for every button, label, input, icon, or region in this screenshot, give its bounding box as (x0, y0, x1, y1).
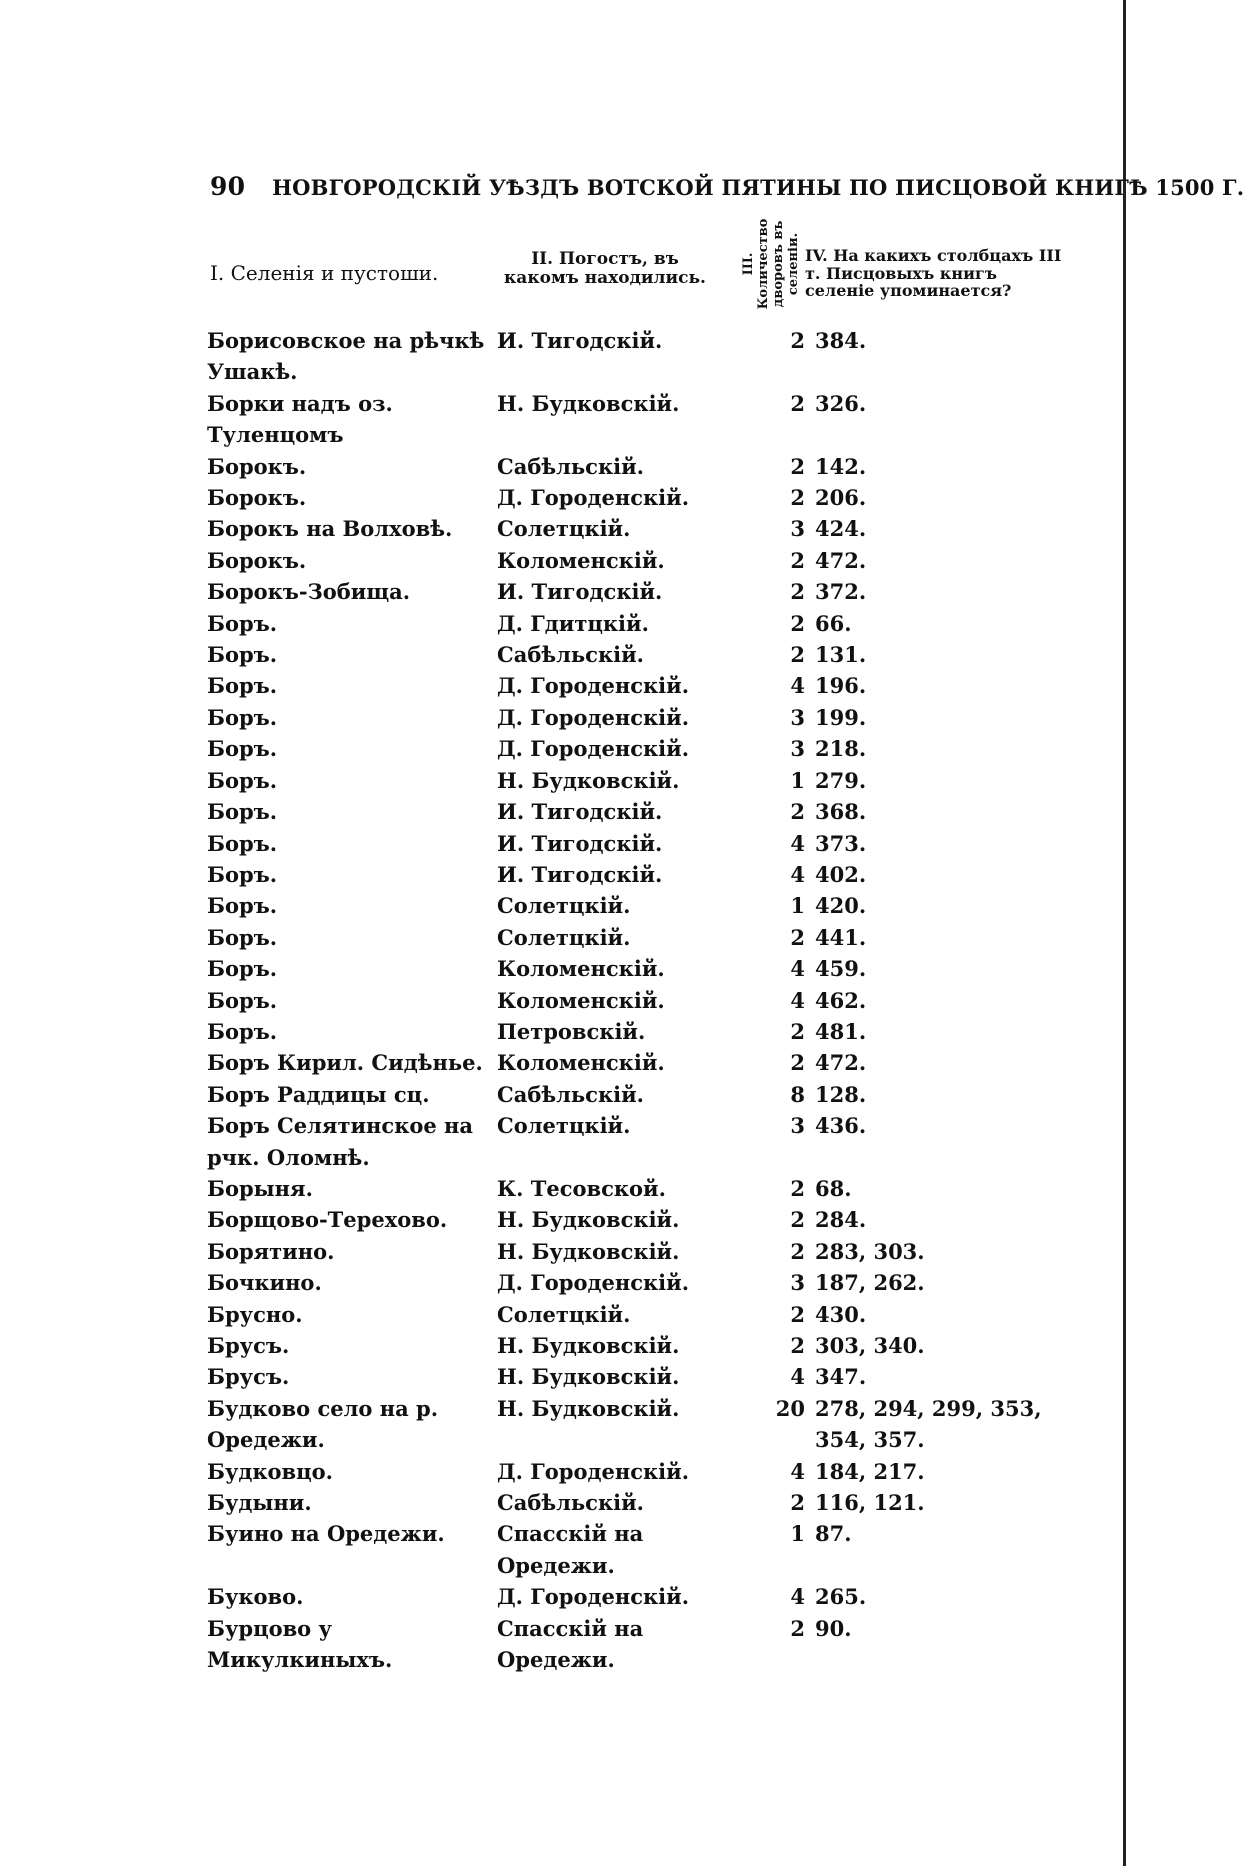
settlement-name: Борокъ-Зобища. (207, 579, 411, 605)
settlement-name: Боръ Раддицы сц. (207, 1081, 430, 1107)
pogost-name: И. Тигодскій. (497, 328, 663, 353)
column-references: 420. (815, 893, 867, 919)
pogost-name: Спасскій на Оредежи. (497, 1521, 644, 1578)
pogost-name: Солетцкій. (497, 1301, 631, 1327)
pogost-name: Д. Городенскій. (497, 1584, 690, 1610)
column-header-columns-referenced: IV. На какихъ столбцахъ III т. Писцовыхъ книгъ селеніе упоминается? (805, 246, 1062, 301)
household-count: 2 (790, 924, 805, 950)
table-row (207, 1110, 1087, 1173)
pogost-name: Д. Городенскій. (497, 1270, 690, 1296)
household-count: 4 (790, 1458, 805, 1484)
household-count: 4 (790, 861, 805, 887)
pogost-name: Коломенскій. (497, 956, 665, 982)
household-count: 2 (790, 1333, 805, 1358)
pogost-name: Коломенскій. (497, 1050, 665, 1076)
pogost-name: И. Тигодскій. (497, 799, 663, 825)
table-row (207, 545, 1087, 576)
settlement-name: Боръ. (207, 830, 278, 856)
column-references: 87. (815, 1521, 852, 1547)
table-row (207, 1456, 1087, 1487)
pogost-name: Сабѣльскій. (497, 453, 644, 479)
table-row (207, 1204, 1087, 1235)
table-row (207, 733, 1087, 764)
settlement-name: Боръ. (207, 956, 278, 982)
settlement-name: Бурцово у Микулкиныхъ. (207, 1615, 393, 1673)
settlement-name: Бочкино. (207, 1270, 322, 1296)
column-references: 142. (815, 453, 867, 479)
settlement-name: Борисовское на рѣчкѣ Ушакѣ. (207, 328, 485, 385)
column-references: 279. (815, 767, 867, 793)
column-references: 199. (815, 704, 867, 730)
household-count: 2 (790, 1301, 805, 1327)
household-count: 3 (790, 1113, 805, 1139)
settlement-name: Буино на Оредежи. (207, 1521, 445, 1547)
table-row (207, 953, 1087, 984)
table-row (207, 1361, 1087, 1392)
table-row (207, 1267, 1087, 1298)
table-row (207, 1613, 1087, 1676)
settlement-name: Будыни. (207, 1490, 312, 1516)
household-count: 2 (790, 1175, 805, 1201)
column-references: 278, 294, 299, 353, 354, 357. (815, 1395, 1042, 1453)
column-references: 430. (815, 1301, 867, 1327)
settlement-name: Боръ. (207, 799, 278, 825)
table-row (207, 1079, 1087, 1110)
pogost-name: Коломенскій. (497, 987, 665, 1013)
table-row (207, 796, 1087, 827)
column-references: 462. (815, 987, 867, 1013)
table-row (207, 608, 1087, 639)
pogost-name: Петровскій. (497, 1018, 646, 1044)
column-header-settlements: I. Селенія и пустоши. (210, 261, 439, 285)
column-references: 206. (815, 485, 867, 511)
table-row (207, 765, 1087, 796)
pogost-name: Д. Городенскій. (497, 1458, 690, 1484)
settlement-name: Борщово-Терехово. (207, 1207, 448, 1233)
pogost-name: Д. Городенскій. (497, 704, 690, 730)
settlement-name: Борокъ. (207, 453, 307, 479)
page-title: НОВГОРОДСКІЙ УѢЗДЪ ВОТСКОЙ ПЯТИНЫ ПО ПИСЦОВОЙ КНИГѢ 1500 Г. (272, 175, 1244, 200)
column-references: 472. (815, 1050, 867, 1076)
pogost-name: Солетцкій. (497, 516, 631, 542)
table-row (207, 639, 1087, 670)
table-row (207, 859, 1087, 890)
household-count: 2 (790, 328, 805, 353)
pogost-name: Н. Будковскій. (497, 390, 680, 416)
table-row (207, 670, 1087, 701)
table-row (207, 1393, 1087, 1456)
household-count: 2 (790, 485, 805, 511)
pogost-name: Коломенскій. (497, 547, 665, 573)
pogost-name: И. Тигодскій. (497, 579, 663, 605)
household-count: 3 (790, 736, 805, 762)
pogost-name: И. Тигодскій. (497, 861, 663, 887)
pogost-name: Н. Будковскій. (497, 1238, 680, 1264)
column-references: 196. (815, 673, 867, 699)
table-row (207, 1330, 1087, 1361)
settlement-name: Боръ Кирил. Сидѣнье. (207, 1050, 483, 1076)
column-references: 424. (815, 516, 867, 542)
table-row (207, 985, 1087, 1016)
table-row (207, 702, 1087, 733)
settlement-name: Борокъ на Волховѣ. (207, 516, 453, 542)
household-count: 1 (790, 893, 805, 919)
settlement-name: Борки надъ оз. Туленцомъ (207, 390, 393, 448)
column-references: 303, 340. (815, 1333, 925, 1358)
household-count: 3 (790, 516, 805, 542)
pogost-name: Н. Будковскій. (497, 1207, 680, 1233)
column-references: 283, 303. (815, 1238, 925, 1264)
settlement-name: Боръ. (207, 893, 278, 919)
settlement-name: Боръ. (207, 861, 278, 887)
settlement-name: Борятино. (207, 1238, 335, 1264)
pogost-name: Солетцкій. (497, 893, 631, 919)
household-count: 2 (790, 390, 805, 416)
settlement-name: Боръ. (207, 767, 278, 793)
column-header-household-count: III. Количество дворовъ въ селеніи. (741, 218, 801, 310)
settlement-name: Брусно. (207, 1301, 303, 1327)
settlement-name: Боръ. (207, 673, 278, 699)
household-count: 4 (790, 987, 805, 1013)
settlement-name: Боръ. (207, 1018, 278, 1044)
household-count: 2 (790, 610, 805, 636)
pogost-name: Сабѣльскій. (497, 1081, 644, 1107)
household-count: 2 (790, 799, 805, 825)
pogost-name: Д. Гдитцкій. (497, 610, 649, 636)
page-number: 90 (210, 172, 246, 201)
pogost-name: Солетцкій. (497, 924, 631, 950)
settlement-name: Будково село на р. Оредежи. (207, 1395, 439, 1453)
column-references: 326. (815, 390, 867, 416)
household-count: 4 (790, 1364, 805, 1390)
column-references: 436. (815, 1113, 867, 1139)
pogost-name: Солетцкій. (497, 1113, 631, 1139)
column-header-pogost: II. Погостъ, въ какомъ находились. (504, 249, 706, 288)
table-row (207, 576, 1087, 607)
column-references: 116, 121. (815, 1490, 925, 1516)
settlement-name: Боръ. (207, 987, 278, 1013)
pogost-name: Д. Городенскій. (497, 736, 690, 762)
column-references: 68. (815, 1175, 852, 1201)
column-references: 402. (815, 861, 867, 887)
household-count: 8 (790, 1081, 805, 1107)
settlement-name: Борыня. (207, 1175, 313, 1201)
pogost-name: Спасскій на Оредежи. (497, 1615, 644, 1673)
column-references: 66. (815, 610, 852, 636)
pogost-name: Н. Будковскій. (497, 1333, 680, 1358)
table-row (207, 1487, 1087, 1518)
household-count: 4 (790, 673, 805, 699)
pogost-name: Н. Будковскій. (497, 767, 680, 793)
settlement-name: Борокъ. (207, 485, 307, 511)
household-count: 3 (790, 1270, 805, 1296)
table-row (207, 1236, 1087, 1267)
household-count: 1 (790, 1521, 805, 1547)
column-references: 347. (815, 1364, 867, 1390)
column-references: 90. (815, 1615, 852, 1641)
column-references: 372. (815, 579, 867, 605)
settlement-name: Буково. (207, 1584, 304, 1610)
settlement-name: Брусъ. (207, 1364, 290, 1390)
settlement-name: Брусъ. (207, 1333, 290, 1358)
table-row (207, 513, 1087, 544)
settlement-name: Боръ Селятинское на рчк. Оломнѣ. (207, 1113, 474, 1170)
table-row (207, 388, 1087, 451)
household-count: 2 (790, 1615, 805, 1641)
table-row (207, 325, 1087, 388)
table-row (207, 1581, 1087, 1612)
settlement-name: Боръ. (207, 924, 278, 950)
running-header (210, 172, 1244, 201)
household-count: 3 (790, 704, 805, 730)
household-count: 2 (790, 642, 805, 668)
settlement-name: Боръ. (207, 704, 278, 730)
table-row (207, 482, 1087, 513)
settlement-name: Боръ. (207, 642, 278, 668)
household-count: 1 (790, 767, 805, 793)
column-references: 184, 217. (815, 1458, 925, 1484)
column-references: 265. (815, 1584, 867, 1610)
pogost-name: Н. Будковскій. (497, 1395, 680, 1421)
household-count: 2 (790, 547, 805, 573)
household-count: 2 (790, 1207, 805, 1233)
pogost-name: Н. Будковскій. (497, 1364, 680, 1390)
settlement-name: Боръ. (207, 736, 278, 762)
table-row (207, 922, 1087, 953)
column-references: 218. (815, 736, 867, 762)
column-references: 384. (815, 328, 867, 353)
scan-border-line (1123, 0, 1126, 1866)
table-row (207, 1047, 1087, 1078)
pogost-name: Д. Городенскій. (497, 673, 690, 699)
column-references: 441. (815, 924, 867, 950)
household-count: 2 (790, 1018, 805, 1044)
household-count: 2 (790, 453, 805, 479)
pogost-name: И. Тигодскій. (497, 830, 663, 856)
table-row (207, 1299, 1087, 1330)
household-count: 4 (790, 1584, 805, 1610)
settlement-table (207, 325, 1087, 1675)
column-references: 368. (815, 799, 867, 825)
column-references: 472. (815, 547, 867, 573)
household-count: 2 (790, 1490, 805, 1516)
column-references: 284. (815, 1207, 867, 1233)
pogost-name: К. Тесовской. (497, 1175, 666, 1201)
settlement-name: Борокъ. (207, 547, 307, 573)
column-references: 131. (815, 642, 867, 668)
household-count: 4 (790, 830, 805, 856)
household-count: 2 (790, 1238, 805, 1264)
table-row (207, 1173, 1087, 1204)
table-row (207, 451, 1087, 482)
table-row (207, 1016, 1087, 1047)
household-count: 20 (775, 1395, 805, 1421)
settlement-name: Боръ. (207, 610, 278, 636)
pogost-name: Сабѣльскій. (497, 1490, 644, 1516)
table-row (207, 1518, 1087, 1581)
column-references: 373. (815, 830, 867, 856)
column-references: 459. (815, 956, 867, 982)
pogost-name: Д. Городенскій. (497, 485, 690, 511)
table-row (207, 828, 1087, 859)
household-count: 2 (790, 1050, 805, 1076)
column-references: 481. (815, 1018, 867, 1044)
household-count: 4 (790, 956, 805, 982)
table-row (207, 890, 1087, 921)
settlement-name: Будковцо. (207, 1458, 333, 1484)
pogost-name: Сабѣльскій. (497, 642, 644, 668)
column-references: 128. (815, 1081, 867, 1107)
column-references: 187, 262. (815, 1270, 925, 1296)
household-count: 2 (790, 579, 805, 605)
